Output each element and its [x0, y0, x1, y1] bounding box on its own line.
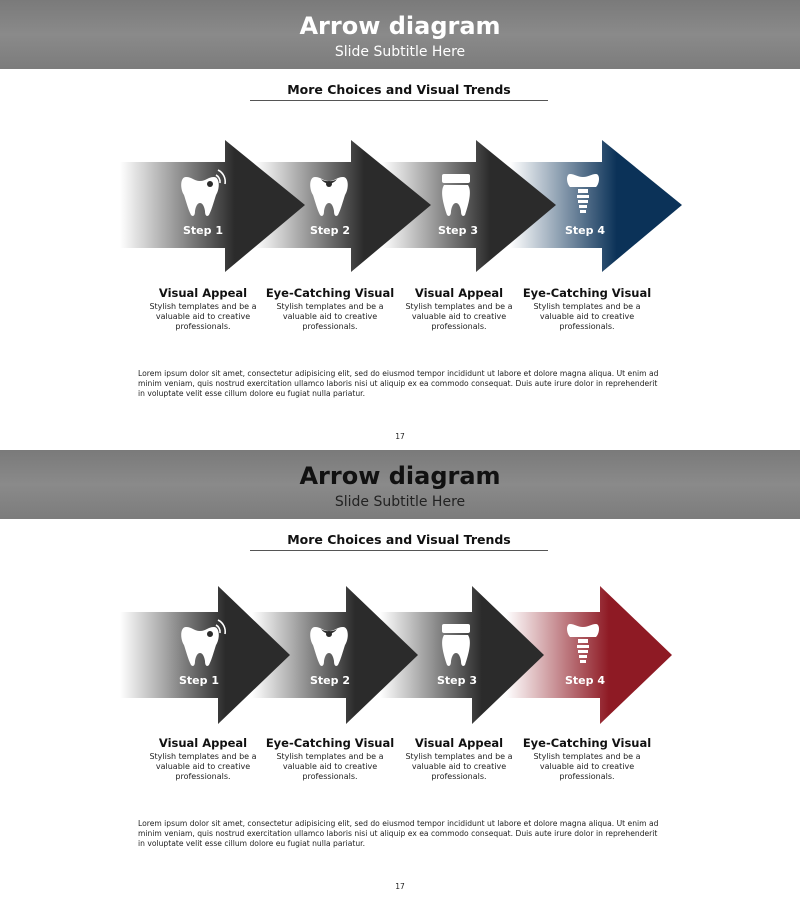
slide-title: Arrow diagram: [299, 462, 501, 490]
slide-header: [0, 0, 800, 69]
step-title: Visual Appeal: [158, 736, 248, 750]
step-title: Eye-Catching Visual: [522, 286, 652, 300]
step-caption-3: [389, 286, 529, 332]
step-description: Stylish templates and be a valuable aid to creative professionals.: [533, 752, 641, 781]
step-title: Eye-Catching Visual: [265, 736, 395, 750]
step-label-4: Step 4: [565, 224, 605, 237]
body-paragraph: Lorem ipsum dolor sit amet, consectetur adipisicing elit, sed do eiusmod tempor incididunt ut labore et dolore magna aliqua. Ut enim ad minim veniam, quis nostrud exercitation ullamco laboris nisi ut aliquip ex ea commodo consequat. Duis aute irure dolor in reprehenderit in voluptate velit esse cillum dolore eu fugiat nulla pariatur.: [138, 369, 659, 398]
step-caption-2: [260, 286, 400, 332]
step-caption-1: [133, 286, 273, 332]
section-heading: More Choices and Visual Trends: [287, 82, 511, 97]
slide-subtitle: Slide Subtitle Here: [334, 44, 466, 60]
heading-underline: [250, 100, 548, 101]
step-caption-4: [517, 286, 657, 332]
step-title: Visual Appeal: [414, 736, 504, 750]
step-description: Stylish templates and be a valuable aid to creative professionals.: [276, 302, 384, 331]
step-title: Eye-Catching Visual: [522, 736, 652, 750]
slide-header: [0, 450, 800, 519]
step-caption-3: [389, 736, 529, 782]
step-description: Stylish templates and be a valuable aid to creative professionals.: [533, 302, 641, 331]
step-label-3: Step 3: [438, 224, 478, 237]
slide-title: Arrow diagram: [299, 12, 501, 40]
step-caption-2: [260, 736, 400, 782]
step-title: Visual Appeal: [158, 286, 248, 300]
section-heading: More Choices and Visual Trends: [287, 532, 511, 547]
slide-subtitle: Slide Subtitle Here: [334, 494, 466, 510]
step-title: Eye-Catching Visual: [265, 286, 395, 300]
step-description: Stylish templates and be a valuable aid to creative professionals.: [149, 302, 257, 331]
step-label-2: Step 2: [310, 224, 350, 237]
step-description: Stylish templates and be a valuable aid to creative professionals.: [149, 752, 257, 781]
step-caption-1: [133, 736, 273, 782]
page-number: 17: [395, 882, 405, 891]
step-title: Visual Appeal: [414, 286, 504, 300]
body-paragraph: Lorem ipsum dolor sit amet, consectetur adipisicing elit, sed do eiusmod tempor incididunt ut labore et dolore magna aliqua. Ut enim ad minim veniam, quis nostrud exercitation ullamco laboris nisi ut aliquip ex ea commodo consequat. Duis aute irure dolor in reprehenderit in voluptate velit esse cillum dolore eu fugiat nulla pariatur.: [138, 819, 659, 848]
step-description: Stylish templates and be a valuable aid to creative professionals.: [405, 752, 513, 781]
step-description: Stylish templates and be a valuable aid to creative professionals.: [276, 752, 384, 781]
step-label-2: Step 2: [310, 674, 350, 687]
step-label-4: Step 4: [565, 674, 605, 687]
page-number: 17: [395, 432, 405, 441]
arrow-diagram: [0, 580, 800, 730]
heading-underline: [250, 550, 548, 551]
step-label-1: Step 1: [179, 674, 219, 687]
step-label-3: Step 3: [437, 674, 477, 687]
step-label-1: Step 1: [183, 224, 223, 237]
slide-2: [0, 450, 800, 900]
step-caption-4: [517, 736, 657, 782]
step-description: Stylish templates and be a valuable aid to creative professionals.: [405, 302, 513, 331]
arrow-diagram: [0, 130, 800, 280]
